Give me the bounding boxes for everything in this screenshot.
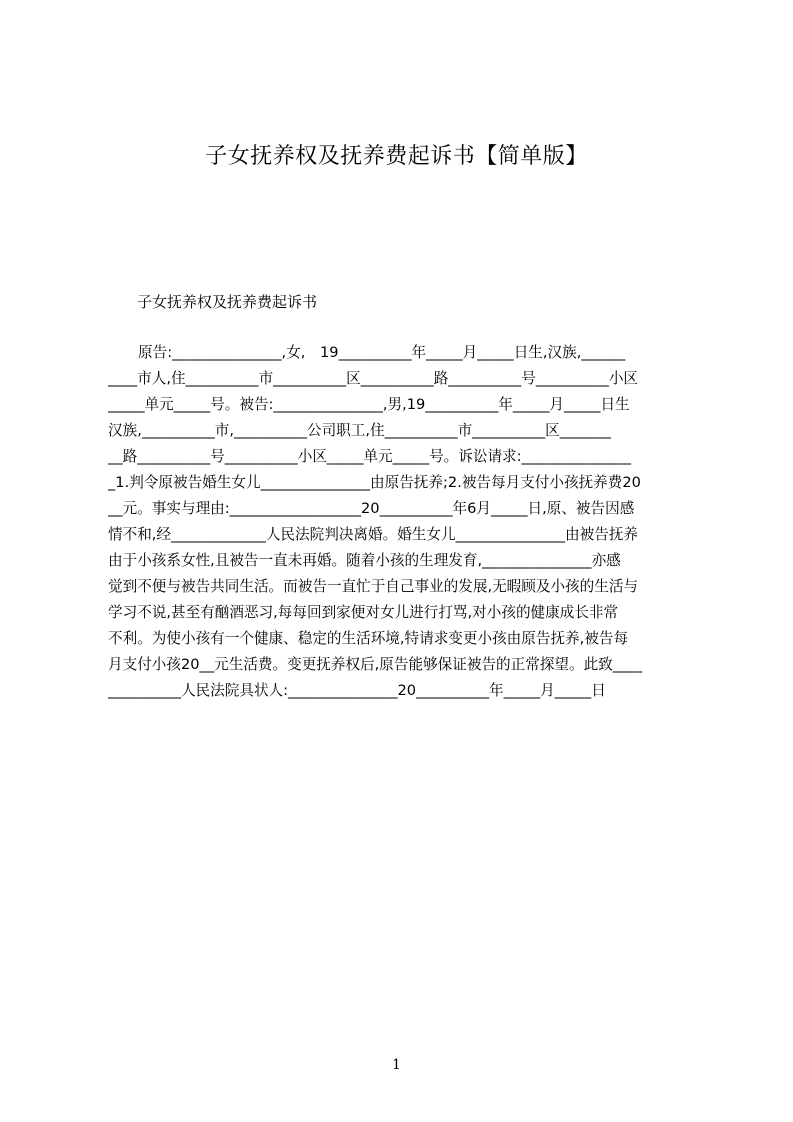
body-line: 月支付小孩20__元生活费。变更抚养权后,原告能够保证被告的正常探望。此致____ [108, 656, 642, 673]
body-line: __路__________号__________小区_____单元_____号。诉讼请求:_______________ [108, 448, 631, 465]
body-line: __元。事实与理由:__________________20__________年6月_____日,原、被告因感 [108, 500, 635, 517]
body-line: ____市人,住__________市__________区__________路__________号__________小区 [108, 370, 639, 387]
body-line: __________人民法院具状人:_______________20__________年_____月_____日 [108, 682, 606, 699]
body-line: _____单元_____号。被告:_______________,男,19__________年_____月_____日生 [108, 396, 630, 413]
complaint-body [108, 340, 698, 704]
body-line: 原告:_______________,女, 19__________年_____月_____日生,汉族,______ [138, 344, 626, 361]
page-number: 1 [392, 1057, 401, 1073]
body-line: 由于小孩系女性,且被告一直未再婚。随着小孩的生理发育,_______________亦感 [108, 552, 621, 569]
body-line: 情不和,经_____________人民法院判决离婚。婚生女儿_______________由被告抚养 [108, 526, 639, 543]
body-line: 觉到不便与被告共同生活。而被告一直忙于自己事业的发展,无暇顾及小孩的生活与 [108, 578, 639, 595]
body-line: 汉族,__________市,__________公司职工,住__________市__________区_______ [108, 422, 611, 439]
document-title: 子女抚养权及抚养费起诉书【简单版】 [205, 144, 588, 169]
body-line: _1.判令原被告婚生女儿_______________由原告抚养;2.被告每月支付小孩抚养费20 [108, 474, 641, 491]
body-line: 学习不说,甚至有酗酒恶习,每每回到家便对女儿进行打骂,对小孩的健康成长非常 [108, 604, 619, 621]
body-line: 不利。为使小孩有一个健康、稳定的生活环境,特请求变更小孩由原告抚养,被告每 [108, 630, 629, 647]
document-subtitle: 子女抚养权及抚养费起诉书 [137, 293, 318, 311]
